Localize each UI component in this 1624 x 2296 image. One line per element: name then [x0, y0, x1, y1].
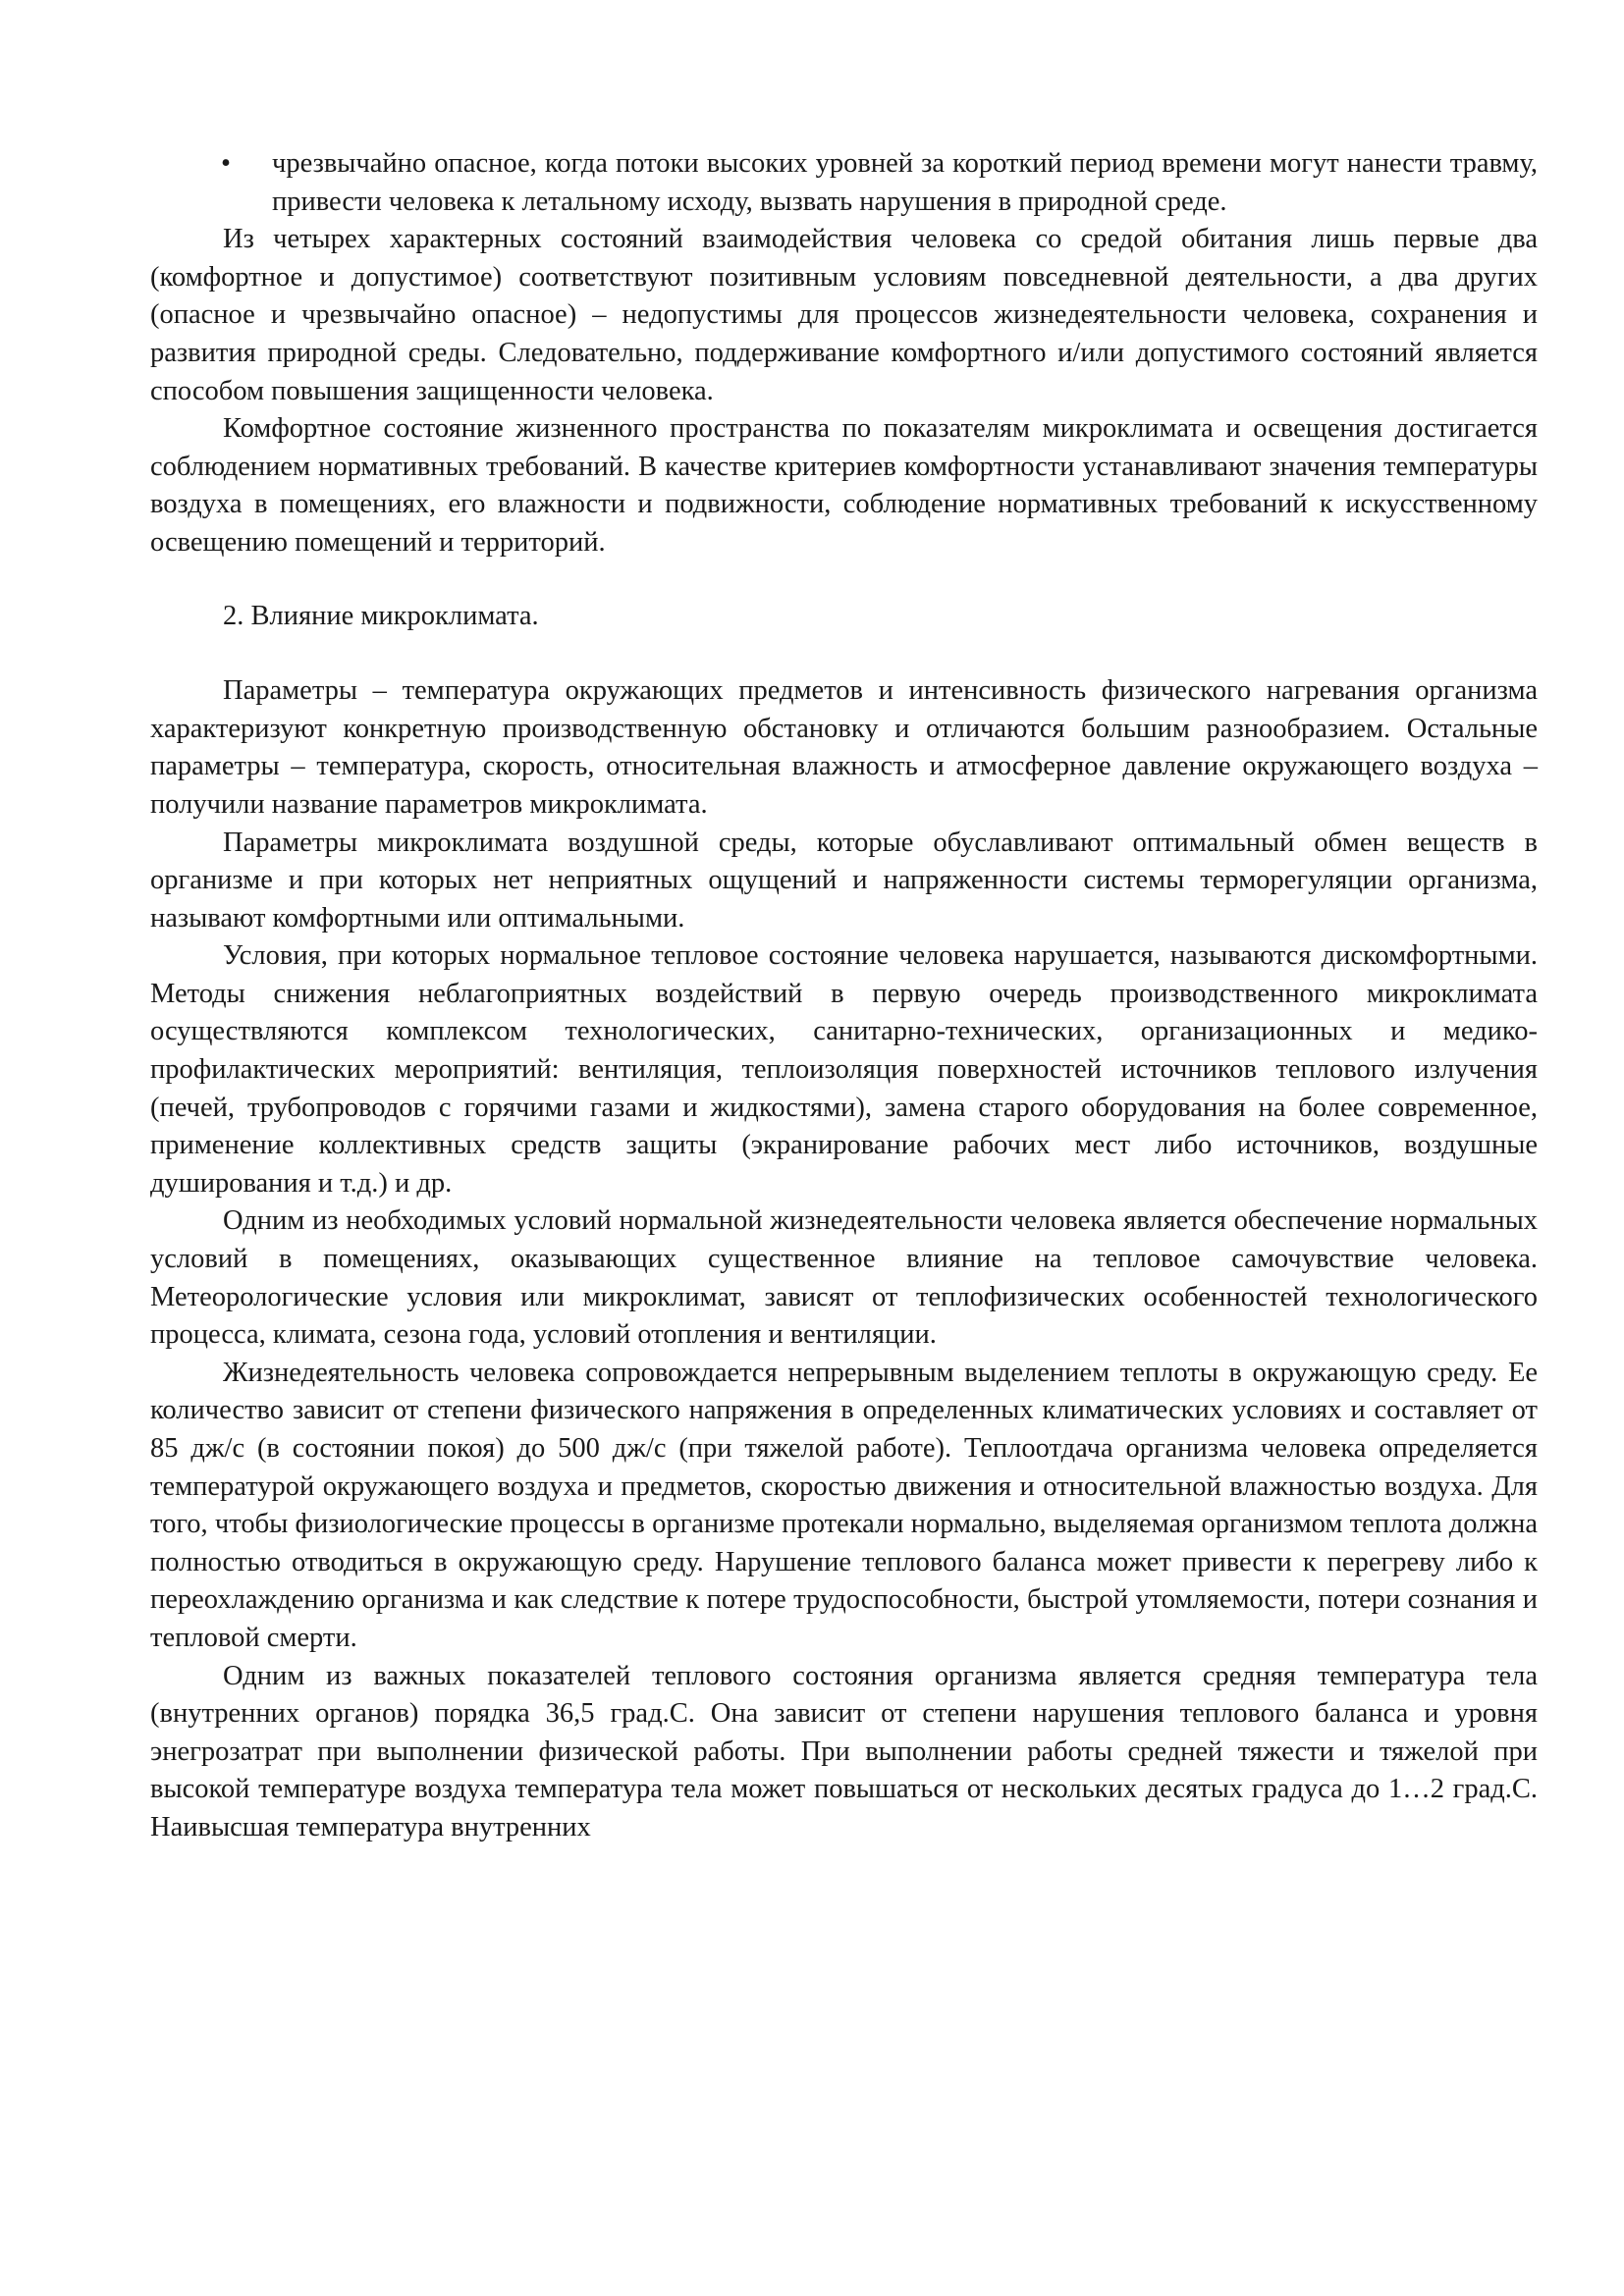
paragraph-5: Жизнедеятельность человека сопровождается непрерывным выделением теплоты в окружающую среду. Ее количество зависит от степени физического напряжения в определенных климатических условиях и составляет от 85 дж/с (в состоянии покоя) до 500 дж/с (при тяжелой работе). Теплоотдача организма человека определяется температурой окружающего воздуха и предметов, скоростью движения и относительной влажностью воздуха. Для того, чтобы физиологические процессы в организме протекали нормально, выделяемая организмом теплота должна полностью отводиться в окружающую среду. Нарушение теплового баланса может привести к перегреву либо к переохлаждению организма и как следствие к потере трудоспособности, быстрой утомляемости, потери сознания и тепловой смерти. — [150, 1357, 1538, 1653]
paragraph-intro-1: Из четырех характерных состояний взаимодействия человека со средой обитания лишь первые два (комфортное и допустимое) соответствуют позитивным условиям повседневной деятельности, а два других (опасное и чрезвычайно опасное) – недопустимы для процессов жизнедеятельности человека, сохранения и развития природной среды. Следовательно, поддерживание комфортного и/или допустимого состояний является способом повышения защищенности человека. — [150, 224, 1538, 406]
document-page — [150, 145, 1538, 1847]
bullet-icon: • — [221, 148, 231, 179]
bullet-text: чрезвычайно опасное, когда потоки высоких уровней за короткий период времени могут нанести травму, привести человека к летальному исходу, вызвать нарушения в природной среде. — [272, 148, 1538, 217]
section-heading: 2. Влияние микроклимата. — [223, 600, 539, 631]
paragraph-3: Условия, при которых нормальное тепловое состояние человека нарушается, называются дискомфортными. Методы снижения неблагоприятных воздействий в первую очередь производственного микроклимата осуществляются комплексом технологических, санитарно-технических, организационных и медико-профилактических мероприятий: вентиляция, теплоизоляция поверхностей источников теплового излучения (печей, трубопроводов с горячими газами и жидкостями), замена старого оборудования на более современное, применение коллективных средств защиты (экранирование рабочих мест либо источников, воздушные душирования и т.д.) и др. — [150, 940, 1538, 1199]
bullet-item — [221, 145, 1538, 221]
paragraph-1: Параметры – температура окружающих предметов и интенсивность физического нагревания организма характеризуют конкретную производственную обстановку и отличаются большим разнообразием. Остальные параметры – температура, скорость, относительная влажность и атмосферное давление окружающего воздуха – получили название параметров микроклимата. — [150, 675, 1538, 820]
paragraph-2: Параметры микроклимата воздушной среды, которые обуславливают оптимальный обмен веществ в организме и при которых нет неприятных ощущений и напряженности системы терморегуляции организма, называют комфортными или оптимальными. — [150, 827, 1538, 934]
paragraph-4: Одним из необходимых условий нормальной жизнедеятельности человека является обеспечение нормальных условий в помещениях, оказывающих существенное влияние на тепловое самочувствие человека. Метеорологические условия или микроклимат, зависят от теплофизических особенностей технологического процесса, климата, сезона года, условий отопления и вентиляции. — [150, 1205, 1538, 1351]
paragraph-intro-2: Комфортное состояние жизненного пространства по показателям микроклимата и освещения достигается соблюдением нормативных требований. В качестве критериев комфортности устанавливают значения температуры воздуха в помещениях, его влажности и подвижности, соблюдение нормативных требований к искусственному освещению помещений и территорий. — [150, 413, 1538, 558]
paragraph-6: Одним из важных показателей теплового состояния организма является средняя температура тела (внутренних органов) порядка 36,5 град.С. Она зависит от степени нарушения теплового баланса и уровня энегрозатрат при выполнении физической работы. При выполнении работы средней тяжести и тяжелой при высокой температуре воздуха температура тела может повышаться от нескольких десятых градуса до 1…2 град.С. Наивысшая температура внутренних — [150, 1660, 1538, 1842]
